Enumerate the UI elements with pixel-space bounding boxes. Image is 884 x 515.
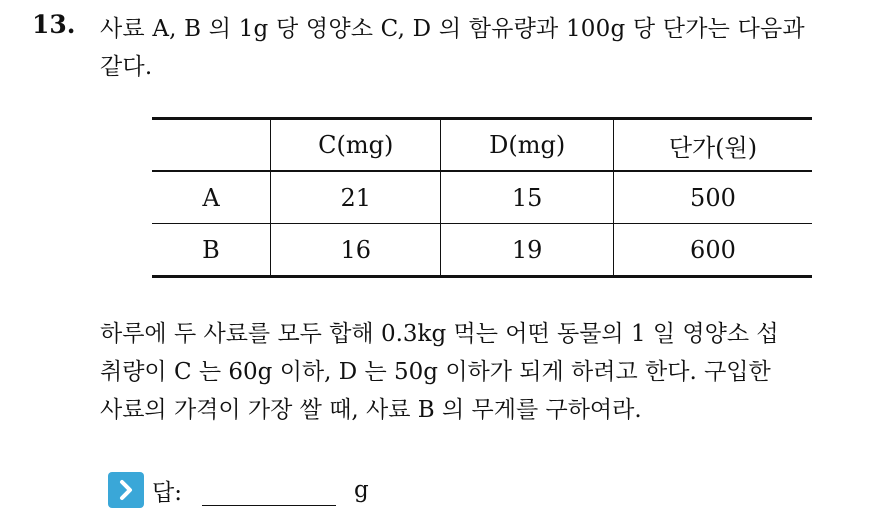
- question-stem: [100, 10, 870, 86]
- cell-a-c: 21: [271, 171, 441, 224]
- cell-b-c: 16: [271, 224, 441, 277]
- body-line-3: 사료의 가격이 가장 쌀 때, 사료 B 의 무게를 구하여라.: [100, 397, 642, 423]
- cell-b-price: 600: [613, 224, 812, 277]
- table-header-row: [152, 119, 812, 172]
- table-row: [152, 224, 812, 277]
- header-cell-price: 단가(원): [613, 119, 812, 172]
- body-line-2: 취량이 C 는 60g 이하, D 는 50g 이하가 되게 하려고 한다. 구입한: [100, 359, 771, 385]
- header-cell-c: C(mg): [271, 119, 441, 172]
- header-cell-empty: [152, 119, 271, 172]
- chevron-right-icon: [108, 472, 144, 508]
- cell-a-d: 15: [441, 171, 613, 224]
- question-number: 13.: [32, 10, 76, 39]
- table-row: [152, 171, 812, 224]
- answer-blank[interactable]: [202, 475, 336, 506]
- row-label-b: B: [152, 224, 271, 277]
- answer-row: [108, 470, 369, 510]
- cell-b-d: 19: [441, 224, 613, 277]
- stem-line-1: 사료 A, B 의 1g 당 영양소 C, D 의 함유량과 100g 당 단가는 다음과: [100, 16, 805, 42]
- row-label-a: A: [152, 171, 271, 224]
- nutrition-table: [152, 117, 812, 278]
- answer-unit: g: [353, 477, 369, 503]
- problem-body: [100, 315, 870, 429]
- cell-a-price: 500: [613, 171, 812, 224]
- body-line-1: 하루에 두 사료를 모두 합해 0.3kg 먹는 어떤 동물의 1 일 영양소 섭: [100, 321, 779, 347]
- answer-label: 답:: [152, 479, 182, 506]
- header-cell-d: D(mg): [441, 119, 613, 172]
- stem-line-2: 같다.: [100, 54, 153, 80]
